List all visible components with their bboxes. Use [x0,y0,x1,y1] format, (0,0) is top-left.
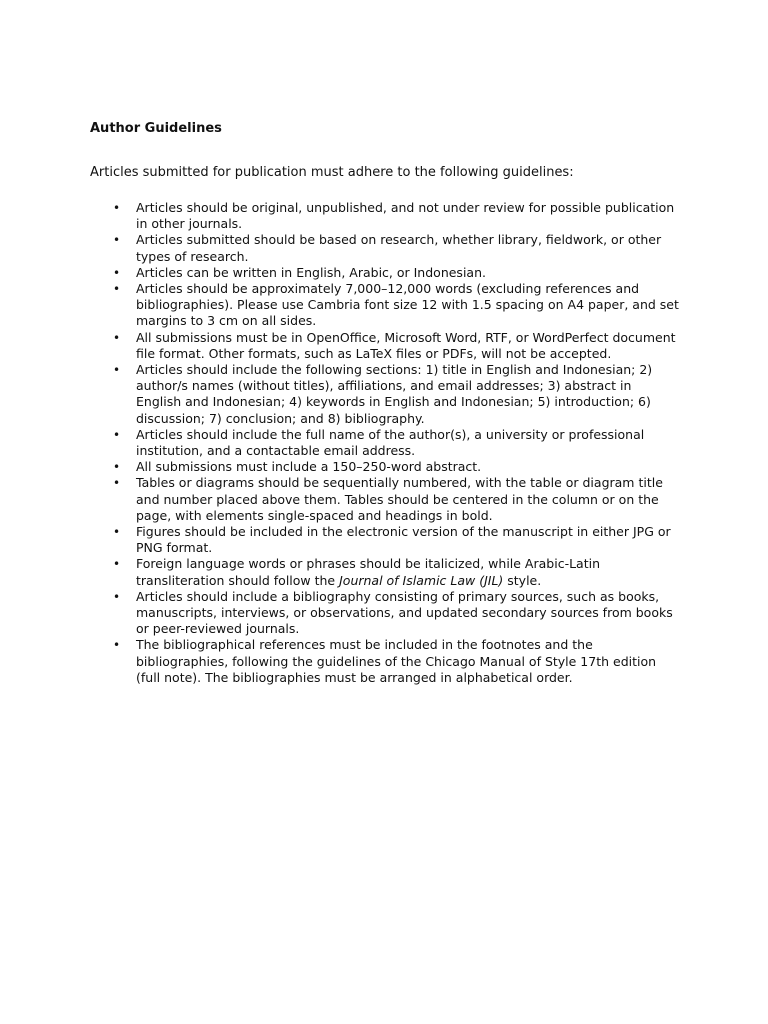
list-item-text-after: style. [503,572,542,588]
list-item-text: All submissions must be in OpenOffice, Microsoft Word, RTF, or WordPerfect document file format. Other formats, such as LaTeX files or PDFs, will not be accepted. [136,329,676,361]
bullet-icon: • [113,460,121,475]
guidelines-list [90,200,680,686]
list-item-text: Articles should be approximately 7,000–12,000 words (excluding references and bibliographies). Please use Cambria font size 12 with 1.5 spacing on A4 paper, and set margins to 3 cm on all sides. [136,281,679,329]
list-item-text: All submissions must include a 150–250-word abstract. [136,459,482,475]
list-item [90,362,680,427]
list-item [90,459,680,475]
list-item-text: Articles can be written in English, Arabic, or Indonesian. [136,264,486,280]
list-item-text: Articles should include the full name of the author(s), a university or professional institution, and a contactable email address. [136,426,645,459]
bullet-icon: • [113,201,121,215]
bullet-icon: • [113,427,121,442]
list-item-text: Articles submitted should be based on research, whether library, fieldwork, or other types of research. [136,232,662,264]
bullet-icon: • [113,330,121,345]
list-item-text: Tables or diagrams should be sequentially numbered, with the table or diagram title and number placed above them. Tables should be centered in the column or on the page, with elements single-spaced and headings in bold. [136,475,663,523]
list-item-text: Figures should be included in the electronic version of the manuscript in either JPG or PNG format. [136,524,671,556]
list-item-text: The bibliographical references must be included in the footnotes and the bibliographies, following the guidelines of the Chicago Manual of Style 17th edition (full note). The bibliographies must be arranged in alphabetical order. [136,637,657,685]
bullet-icon: • [113,476,121,491]
list-item [90,556,680,588]
bullet-icon: • [113,525,121,540]
bullet-icon: • [113,638,121,653]
bullet-icon: • [113,363,121,378]
bullet-icon: • [113,557,121,572]
list-item [90,524,680,556]
list-item-text: Articles should be original, unpublished, and not under review for possible publication in other journals. [136,200,675,232]
intro-paragraph: Articles submitted for publication must adhere to the following guidelines: [90,165,574,180]
bullet-icon: • [113,589,121,604]
bullet-icon: • [113,282,121,297]
list-item-text: Articles should include the following sections: 1) title in English and Indonesian; 2) author/s names (without titles), affiliations, and email addresses; 3) abstract in English and Indonesian; 4) keywords in English and Indonesian; 5) introduction; 6) discussion; 7) conclusion; and 8) bibliography. [136,362,653,426]
bullet-icon: • [113,265,121,280]
list-item [90,427,680,459]
list-item [90,589,680,638]
bullet-icon: • [113,233,121,248]
page-title: Author Guidelines [90,121,222,136]
list-item-text-before: Foreign language words or phrases should be italicized, while Arabic-Latin transliteration should follow the [136,556,600,588]
list-item [90,265,680,281]
list-item [90,330,680,362]
list-item [90,637,680,686]
list-item [90,281,680,330]
list-item [90,232,680,264]
list-item [90,200,680,232]
list-item-text: Articles should include a bibliography consisting of primary sources, such as books, manuscripts, interviews, or observations, and updated secondary sources from books or peer-reviewed journals. [136,588,673,637]
journal-title-italic: Journal of Islamic Law (JIL) [339,572,504,588]
list-item [90,475,680,524]
